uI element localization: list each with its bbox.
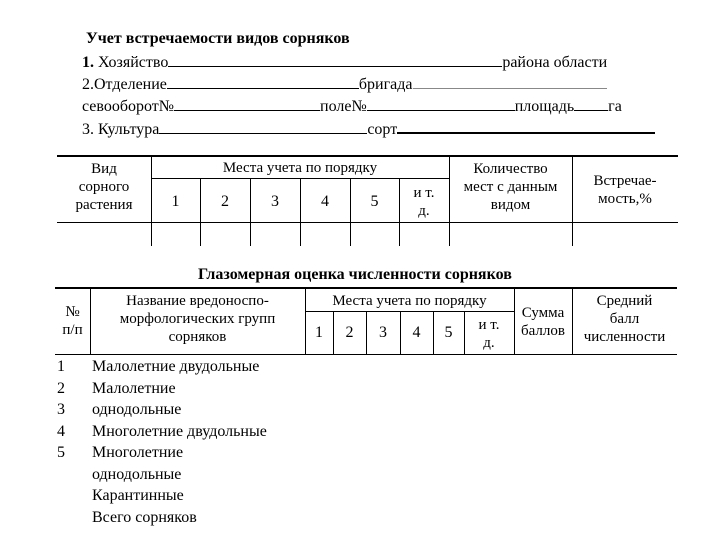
row-name: Карантинные bbox=[92, 487, 184, 504]
department-label: 2.Отделение bbox=[82, 76, 167, 93]
rotation-line bbox=[82, 96, 622, 116]
area-label: площадь bbox=[514, 98, 575, 115]
table2-number-header: № п/п bbox=[62, 304, 83, 338]
table1-vline bbox=[350, 178, 351, 246]
table2-average-header: Средний балл численности bbox=[583, 293, 666, 345]
table1-count-header: Количество мест с данным видом bbox=[463, 161, 558, 213]
row-name: Многолетние bbox=[92, 444, 184, 461]
table2-title: Глазомерная оценка численности сорняков bbox=[198, 266, 512, 283]
section-1-number: 1. bbox=[82, 54, 94, 71]
row-number: 1 bbox=[57, 358, 65, 375]
form-title: Учет встречаемости видов сорняков bbox=[86, 30, 350, 47]
farm-blank bbox=[168, 52, 502, 67]
table2-place-etc: и т. д. bbox=[478, 317, 500, 351]
brigade-blank bbox=[413, 74, 607, 89]
table2-place-2: 2 bbox=[345, 324, 354, 341]
table2-place-1: 1 bbox=[315, 324, 323, 341]
table1-place-etc: и т. д. bbox=[413, 185, 435, 219]
row-name: Малолетние bbox=[92, 379, 176, 397]
field-blank bbox=[367, 96, 515, 111]
row-number: 4 bbox=[57, 422, 65, 440]
table2-place-4: 4 bbox=[412, 324, 421, 341]
farm-line bbox=[82, 52, 607, 72]
table1-place-3: 3 bbox=[271, 193, 279, 210]
table1-occurrence-header: Встречае- мость,% bbox=[593, 173, 657, 207]
brigade-label: бригада bbox=[358, 76, 413, 93]
rotation-label: севооборот№ bbox=[82, 98, 175, 115]
row-number: 3 bbox=[57, 401, 65, 418]
table1-places-header: Места учета по порядку bbox=[222, 160, 378, 176]
table2-sum-header: Сумма баллов bbox=[521, 305, 565, 339]
department-line bbox=[82, 74, 607, 94]
table1-place-5: 5 bbox=[370, 193, 379, 210]
table1-place-4: 4 bbox=[321, 193, 329, 210]
table2-header-bottom bbox=[55, 354, 677, 355]
farm-label: Хозяйство bbox=[94, 54, 169, 71]
table1-vline bbox=[200, 178, 201, 246]
table2-places-header: Места учета по порядку bbox=[332, 293, 487, 309]
crop-line bbox=[82, 118, 655, 139]
table1-species-header: Вид сорного растения bbox=[75, 161, 133, 213]
variety-label: сорт bbox=[367, 121, 398, 138]
table2-place-3: 3 bbox=[379, 324, 387, 341]
row-number: 2 bbox=[57, 379, 65, 397]
variety-blank bbox=[397, 118, 655, 134]
row-numbers bbox=[57, 356, 65, 464]
row-name: однодольные bbox=[92, 401, 182, 418]
table1-vline bbox=[300, 178, 301, 246]
ha-label: га bbox=[608, 98, 622, 115]
crop-blank bbox=[159, 119, 367, 134]
table1-vline bbox=[250, 178, 251, 246]
row-name: Многолетние двудольные bbox=[92, 422, 267, 440]
department-blank bbox=[167, 74, 359, 89]
district-label: района области bbox=[502, 54, 608, 71]
row-name: Малолетние двудольные bbox=[92, 358, 260, 375]
field-label: поле№ bbox=[320, 98, 367, 115]
area-blank bbox=[574, 96, 608, 111]
row-names bbox=[92, 356, 267, 528]
row-number: 5 bbox=[57, 444, 65, 461]
crop-label: 3. Культура bbox=[82, 121, 160, 138]
rotation-blank bbox=[174, 96, 320, 111]
table2-place-5: 5 bbox=[444, 324, 453, 341]
table2-name-header: Название вредоноспо- морфологических групп сорняков bbox=[119, 293, 276, 345]
row-name: Всего сорняков bbox=[92, 508, 197, 526]
table1-place-2: 2 bbox=[221, 193, 229, 210]
row-name: однодольные bbox=[92, 465, 182, 483]
table1-place-1: 1 bbox=[171, 193, 180, 210]
table2-top-border bbox=[55, 287, 677, 289]
table2-places-divider bbox=[305, 311, 514, 312]
